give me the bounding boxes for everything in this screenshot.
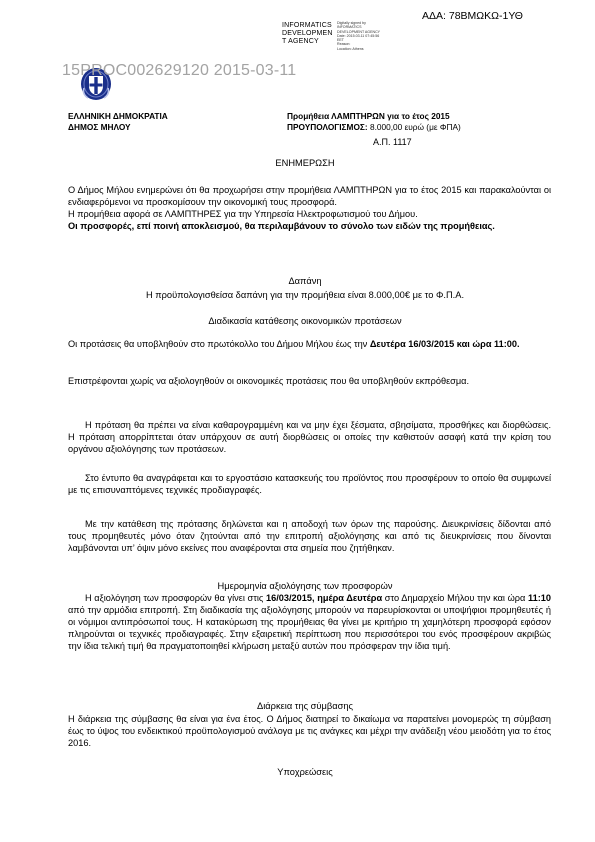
submission-text: Οι προτάσεις θα υποβληθούν στο πρωτόκολλο του Δήμου Μήλου έως την xyxy=(68,339,370,349)
signature-detail-line: Digitally signed by xyxy=(337,21,366,25)
budget-label: ΠΡΟΥΠΟΛΟΓΙΣΜΟΣ: xyxy=(287,122,368,132)
signature-detail-line: DEVELOPMENT AGENCY xyxy=(337,29,381,34)
acceptance-paragraph: Με την κατάθεση της πρότασης δηλώνεται και η αποδοχή των όρων της παρούσης. Διευκρινίσεις δίδονται από τους προμηθευτές μόνο όταν ζητούνται από την επιτροπή αξιολόγησης και από τις διευκρινίσεις που δίνονται λαμβάνονται υπ’ όψιν μόνο εκείνες που αναφέρονται στα σημεία που ζητήθηκαν. xyxy=(68,519,551,553)
evaluation-text-1: Η αξιολόγηση των προσφορών θα γίνει στις xyxy=(85,593,266,603)
bold-notice-text: Οι προσφορές, επί ποινή αποκλεισμού, θα περιλαμβάνουν το σύνολο των ειδών της προμήθειας xyxy=(68,220,493,231)
returned-paragraph: Επιστρέφονται χωρίς να αξιολογηθούν οι οικονομικές προτάσεις που θα υποβληθούν εκπρόθεσμα. xyxy=(68,376,469,386)
intro-paragraph xyxy=(68,185,551,233)
evaluation-paragraph xyxy=(68,593,551,653)
submission-paragraph xyxy=(68,339,551,351)
ada-code: ΑΔΑ: 78ΒΜΩΚΩ-1ΥΘ xyxy=(422,10,523,22)
protocol-stamp: 15PROC002629120 2015-03-11 xyxy=(62,62,297,79)
document-title: ΕΝΗΜΕΡΩΣΗ xyxy=(275,158,335,168)
procurement-block xyxy=(287,111,461,133)
signature-detail-line: EET xyxy=(337,38,344,43)
expense-heading: Δαπάνη xyxy=(288,276,322,286)
procurement-title: Προμήθεια ΛΑΜΠΤΗΡΩΝ για το έτος 2015 xyxy=(287,111,450,121)
signature-detail-line: Location: Athens xyxy=(337,46,364,51)
duration-paragraph: Η διάρκεια της σύμβασης θα είναι για ένα έτος. Ο Δήμος διατηρεί το δικαίωμα να παρατείνει μονομερώς τη σύμβαση έως το ύψος του ενδεικτικού προϋπολογισμού ανάλογα με τις ανάγκες και μέχρι την ανάδειξη νέου μειοδότη για το έτος 2016. xyxy=(68,714,551,748)
evaluation-text-3: από την αρμόδια επιτροπή. Στη διαδικασία της αξιολόγησης μπορούν να παρευρίσκονται οι υποψήφιοι προμηθευτές ή οι νόμιμοι αντιπρόσωποί τους. Η κατακύρωση της προμήθειας θα γίνει με κριτήριο τη χαμηλότερη προσφορά εφόσον πληρούνται οι τεχνικές προδιαγραφές. Στην εξαιρετική περίπτωση που περισσότεροι του ενός προσφέρουν ακριβώς την ίδια τελική τιμή θα πραγματοποιηθεί κλήρωση μεταξύ αυτών που πρόσφεραν την ίδια τιμή. xyxy=(68,604,551,651)
evaluation-time: 11:10 xyxy=(527,593,551,603)
typed-paragraph: Η πρόταση θα πρέπει να είναι καθαρογραμμένη και να μην έχει ξέσματα, σβησίματα, προσθήκες και διορθώσεις. Η πρόταση απορρίπτεται όταν υπάρχουν σε αυτή διορθώσεις οι οποίες την καθιστούν ασαφή κατά την κρίση του οργάνου αξιολόγησης των προτάσεων. xyxy=(68,420,551,454)
submission-deadline: Δευτέρα 16/03/2015 και ώρα 11:00. xyxy=(369,339,520,349)
signature-agency xyxy=(282,22,333,46)
signature-details xyxy=(337,21,407,51)
signature-detail-line: Date: 2015.03.11 07:45:56 xyxy=(337,33,380,38)
bold-notice xyxy=(68,221,551,233)
issuer-country: ΕΛΛΗΝΙΚΗ ΔΗΜΟΚΡΑΤΙΑ xyxy=(68,111,168,121)
duration-heading: Διάρκεια της σύμβασης xyxy=(257,701,353,711)
scope-text: Η προμήθεια αφορά σε ΛΑΜΠΤΗΡΕΣ για την Υπηρεσία Ηλεκτροφωτισμού του Δήμου. xyxy=(68,208,418,219)
issuer-block xyxy=(68,111,168,133)
printed-paragraph: Στο έντυπο θα αναγράφεται και το εργοστάσιο κατασκευής του προϊόντος που προσφέρουν το οποίο θα συμφωνεί με τις επισυναπτόμενες τεχνικές προδιαγραφές. xyxy=(68,473,551,495)
protocol-number: Α.Π. 1117 xyxy=(373,137,412,147)
signature-detail-line: Reason: xyxy=(337,42,351,47)
issuer-municipality: ΔΗΜΟΣ ΜΗΛΟΥ xyxy=(68,122,131,132)
evaluation-heading: Ημερομηνία αξιολόγησης των προσφορών xyxy=(217,581,393,591)
obligations-heading: Υποχρεώσεις xyxy=(277,767,333,777)
evaluation-date: 16/03/2015, ημέρα Δευτέρα xyxy=(266,593,383,603)
signature-agency-line: DEVELOPMEN xyxy=(282,30,333,37)
budget-line xyxy=(287,122,461,133)
signature-agency-line: INFORMATICS xyxy=(282,22,332,29)
expense-text: Η προϋπολογισθείσα δαπάνη για την προμήθεια είναι 8.000,00€ με το Φ.Π.Α. xyxy=(145,290,465,300)
budget-value: 8.000,00 ευρώ (με ΦΠΑ) xyxy=(367,122,461,132)
signature-detail-line: INFORMATICS xyxy=(337,25,362,30)
signature-agency-line: T AGENCY xyxy=(282,38,319,45)
bold-notice-end: . xyxy=(492,220,495,231)
intro-text: Ο Δήμος Μήλου ενημερώνει ότι θα προχωρήσει στην προμήθεια ΛΑΜΠΤΗΡΩΝ για το έτος 2015 και παρακαλούνται οι ενδιαφερόμενοι να προσκομίσουν την οικονομική τους προσφορά. xyxy=(68,185,551,207)
submission-heading: Διαδικασία κατάθεσης οικονομικών προτάσεων xyxy=(208,316,402,326)
evaluation-text-2: στο Δημαρχείο Μήλου την και ώρα xyxy=(382,593,528,603)
